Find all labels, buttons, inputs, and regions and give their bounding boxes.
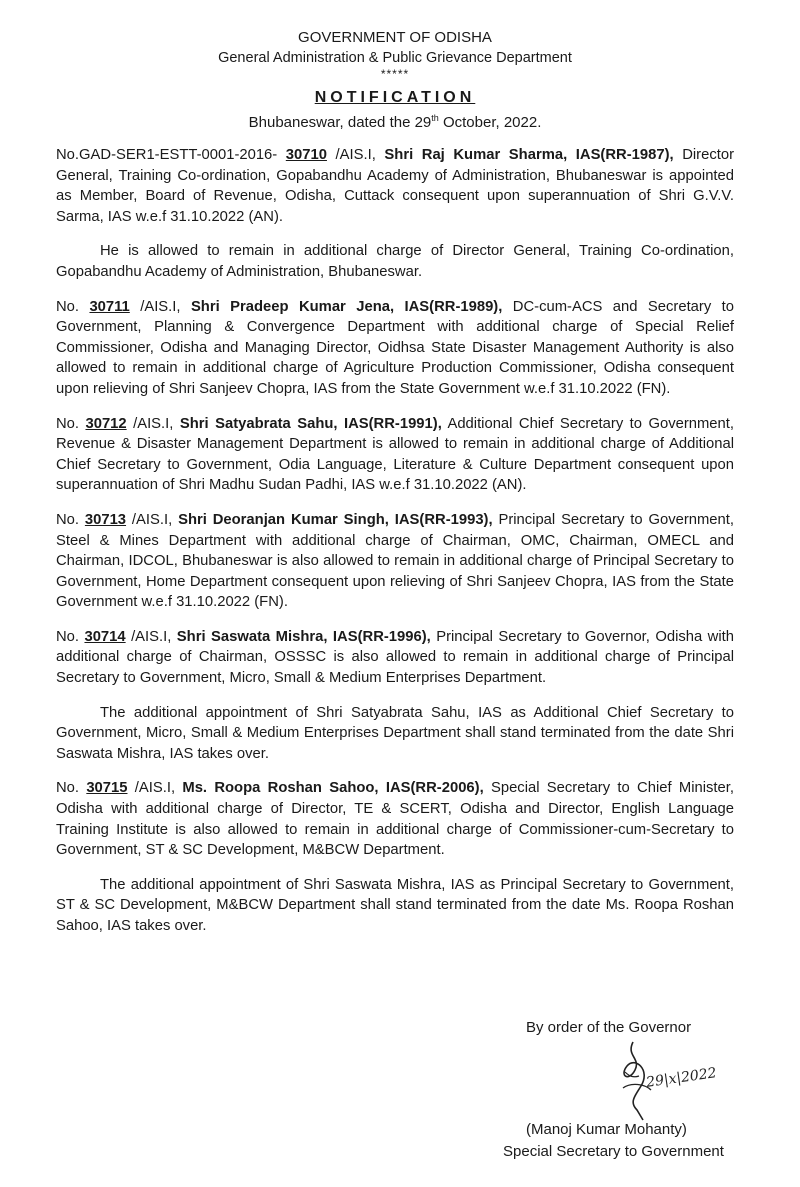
date-line [56,108,734,133]
document-title: NOTIFICATION [314,89,476,106]
order-body: Principal Secretary to Governor, Odisha with additional charge of Chairman, OSSSC is also allowed to remain in additional charge of Principal Secretary to Government, Micro, Small & Medium Enterprises Department. [56,628,734,687]
order-prefix: No. [56,628,85,645]
order-number: 30710 [285,147,327,163]
date-ordinal: th [431,113,439,123]
order-prefix: No.GAD-SER1-ESTT-0001-2016- [56,147,286,163]
order-number: 30714 [84,628,126,645]
order-body: Principal Secretary to Government, Steel & Mines Department with additional charge of Chairman, OMC, Chairman, OMECL and Chairman, IDCOL, Bhubaneswar is also allowed to remain in additional charge of Principal Secretary to Government, Home Department consequent upon relieving of Shri Sanjeev Chopra, IAS from the State Government w.e.f 31.10.2022 (FN). [56,511,734,611]
officer-name: Shri Saswata Mishra, IAS(RR-1996), [176,628,431,645]
officer-name: Ms. Roopa Roshan Sahoo, IAS(RR-2006), [182,780,484,797]
note-paragraph: The additional appointment of Shri Saswata Mishra, IAS as Principal Secretary to Government, ST & SC Development, M&BCW Department shall stand terminated from the date Ms. Roopa Roshan Sahoo, IAS takes over. [56,876,734,934]
order-prefix: No. [56,298,90,315]
order-ref: /AIS.I, [126,415,180,432]
officer-name: Shri Raj Kumar Sharma, IAS(RR-1987), [384,147,674,163]
note-paragraph: The additional appointment of Shri Satyabrata Sahu, IAS as Additional Chief Secretary to Government, Micro, Small & Medium Enterprises Department shall stand terminated from the date Shri Saswata Mishra, IAS takes over. [56,704,734,762]
government-heading: GOVERNMENT OF ODISHA [298,29,492,46]
order-prefix: No. [56,415,86,432]
order-body: Special Secretary to Chief Minister, Odisha with additional charge of Director, TE & SCERT, Odisha and Director, English Language Training Institute is also allowed to remain in additional charge of Commissioner-cum-Secretary to Government, ST & SC Development, M&BCW Department. [56,780,734,859]
department-heading: General Administration & Public Grievance Department [218,50,572,66]
officer-name: Shri Pradeep Kumar Jena, IAS(RR-1989), [190,298,503,315]
officer-name: Shri Deoranjan Kumar Singh, IAS(RR-1993), [178,511,493,528]
date-suffix: October, 2022. [438,114,542,131]
order-number: 30711 [89,298,130,315]
handwritten-date: 29|x|2022 [645,1065,718,1091]
order-paragraph [56,510,734,613]
order-ref: /AIS.I, [126,511,179,528]
by-order-line: By order of the Governor [526,1019,692,1036]
order-ref: /AIS.I, [129,298,191,315]
order-ref: /AIS.I, [326,147,385,163]
order-body: Additional Chief Secretary to Government, Revenue & Disaster Management Department is allowed to remain in additional charge of Additional Chief Secretary to Government, Odia Language, Literature & Culture Department consequent upon superannuation of Shri Madhu Sudan Padhi, IAS w.e.f 31.10.2022 (AN). [56,415,734,494]
officer-name: Shri Satyabrata Sahu, IAS(RR-1991), [179,415,442,432]
order-prefix: No. [56,511,85,528]
order-number: 30713 [84,511,127,528]
order-body: Director General, Training Co-ordination, Gopabandhu Academy of Administration, Bhubaneswar is appointed as Member, Board of Revenue, Odisha, Cuttack consequent upon superannuation of Shri G.V.V. Sarma, IAS w.e.f 31.10.2022 (AN). [56,147,734,225]
signatory-name: (Manoj Kumar Mohanty) [526,1121,687,1138]
order-paragraph [56,414,734,496]
separator-stars: ***** [380,67,410,81]
signatory-designation: Special Secretary to Government [503,1143,724,1160]
order-paragraph [56,778,734,860]
order-prefix: No. [56,780,87,797]
order-number: 30712 [85,415,127,432]
notification-document [56,28,734,951]
date-prefix: Bhubaneswar, dated the 29 [248,114,432,131]
order-paragraph [56,145,734,227]
note-paragraph: He is allowed to remain in additional charge of Director General, Training Co-ordination, Gopabandhu Academy of Administration, Bhubaneswar. [56,243,734,280]
order-number: 30715 [86,780,128,797]
order-ref: /AIS.I, [125,628,177,645]
order-body: DC-cum-ACS and Secretary to Government, Planning & Convergence Department with additional charge of Special Relief Commissioner, Odisha and Managing Director, Oidhsa State Disaster Management Authority is also allowed to remain in additional charge of Agriculture Production Commissioner, Odisha consequent upon relieving of Shri Sanjeev Chopra, IAS from the State Government w.e.f 31.10.2022 (FN). [56,298,734,397]
order-ref: /AIS.I, [127,780,183,797]
order-paragraph [56,297,734,400]
order-paragraph [56,627,734,689]
